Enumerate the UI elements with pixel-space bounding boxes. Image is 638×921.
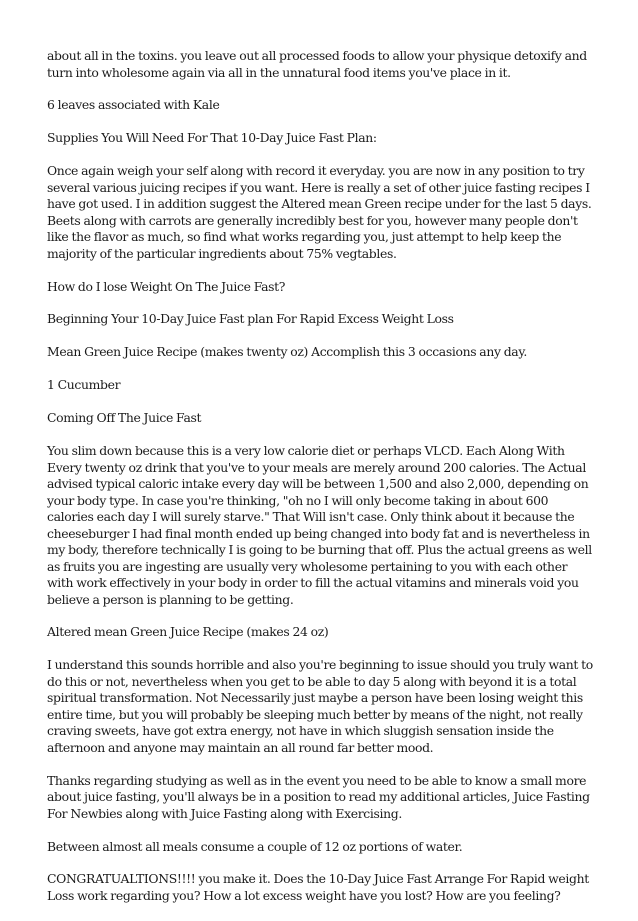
heading-supplies: Supplies You Will Need For That 10-Day Juice Fast Plan: [47, 130, 377, 146]
list-item-kale: 6 leaves associated with Kale [47, 97, 220, 113]
heading-coming-off: Coming Off The Juice Fast [47, 410, 202, 426]
paragraph-weigh-yourself: Once again weigh your self along with record it everyday. you are now in any position to try several various juicing recipes if you want. Here is really a set of other juice fasting recipes I have got used. I in addition suggest the Altered mean Green recipe under for the last 5 days. Beets along with carrots are generally incredibly best for you, however many people don't like the flavor as much, so find what works regarding you, just attempt to help keep the majority of the particular ingredients about 75% vegtables. [47, 163, 592, 261]
paragraph-thanks: Thanks regarding studying as well as in the event you need to be able to know a small more about juice fasting, you'll always be in a position to read my additional articles, Juice Fasting For Newbies along with Juice Fasting along with Exercising. [47, 772, 590, 821]
paragraph-water: Between almost all meals consume a couple of 12 oz portions of water. [47, 838, 463, 854]
paragraph-transformation: I understand this sounds horrible and also you're beginning to issue should you truly want to do this or not, nevertheless when you get to be able to day 5 along with beyond it is a total spiritual transformation. Not Necessarily just maybe a person have been losing weight this entire time, but you will probably be sleeping much better by means of the night, not really craving sweets, have got extra energy, not have in which sluggish sensation inside the afternoon and anyone may maintain an all round far better mood. [47, 657, 593, 755]
recipe-altered-mean-green: Altered mean Green Juice Recipe (makes 24 oz) [47, 624, 329, 640]
recipe-mean-green: Mean Green Juice Recipe (makes twenty oz) Accomplish this 3 occasions any day. [47, 344, 527, 360]
document-page [47, 48, 595, 921]
paragraph-detox-intro: about all in the toxins. you leave out all processed foods to allow your physique detoxify and turn into wholesome again via all in the unnatural food items you've place in it. [47, 48, 587, 80]
paragraph-congratulations: CONGRATUALTIONS!!!! you make it. Does the 10-Day Juice Fast Arrange For Rapid weight Loss work regarding you? How a lot excess weight have you lost? How are you feeling? [47, 871, 589, 903]
heading-beginning-plan: Beginning Your 10-Day Juice Fast plan For Rapid Excess Weight Loss [47, 311, 454, 327]
paragraph-calories: You slim down because this is a very low calorie diet or perhaps VLCD. Each Along With Every twenty oz drink that you've to your meals are merely around 200 calories. The Actual advised typical caloric intake every day will be between 1,500 and also 2,000, depending on your body type. In case you're thinking, "oh no I will only become taking in about 600 calories each day I will surely starve." That Will isn't case. Only think about it because the cheeseburger I had final month ended up being changed into body fat and is nevertheless in my body, therefore technically I is going to be burning that off. Plus the actual greens as well as fruits you are ingesting are usually very wholesome pertaining to you with each other with work effectively in your body in order to fill the actual vitamins and minerals void you believe a person is planning to be getting. [47, 443, 592, 607]
heading-how-to-lose-weight: How do I lose Weight On The Juice Fast? [47, 278, 286, 294]
list-item-cucumber: 1 Cucumber [47, 377, 121, 393]
